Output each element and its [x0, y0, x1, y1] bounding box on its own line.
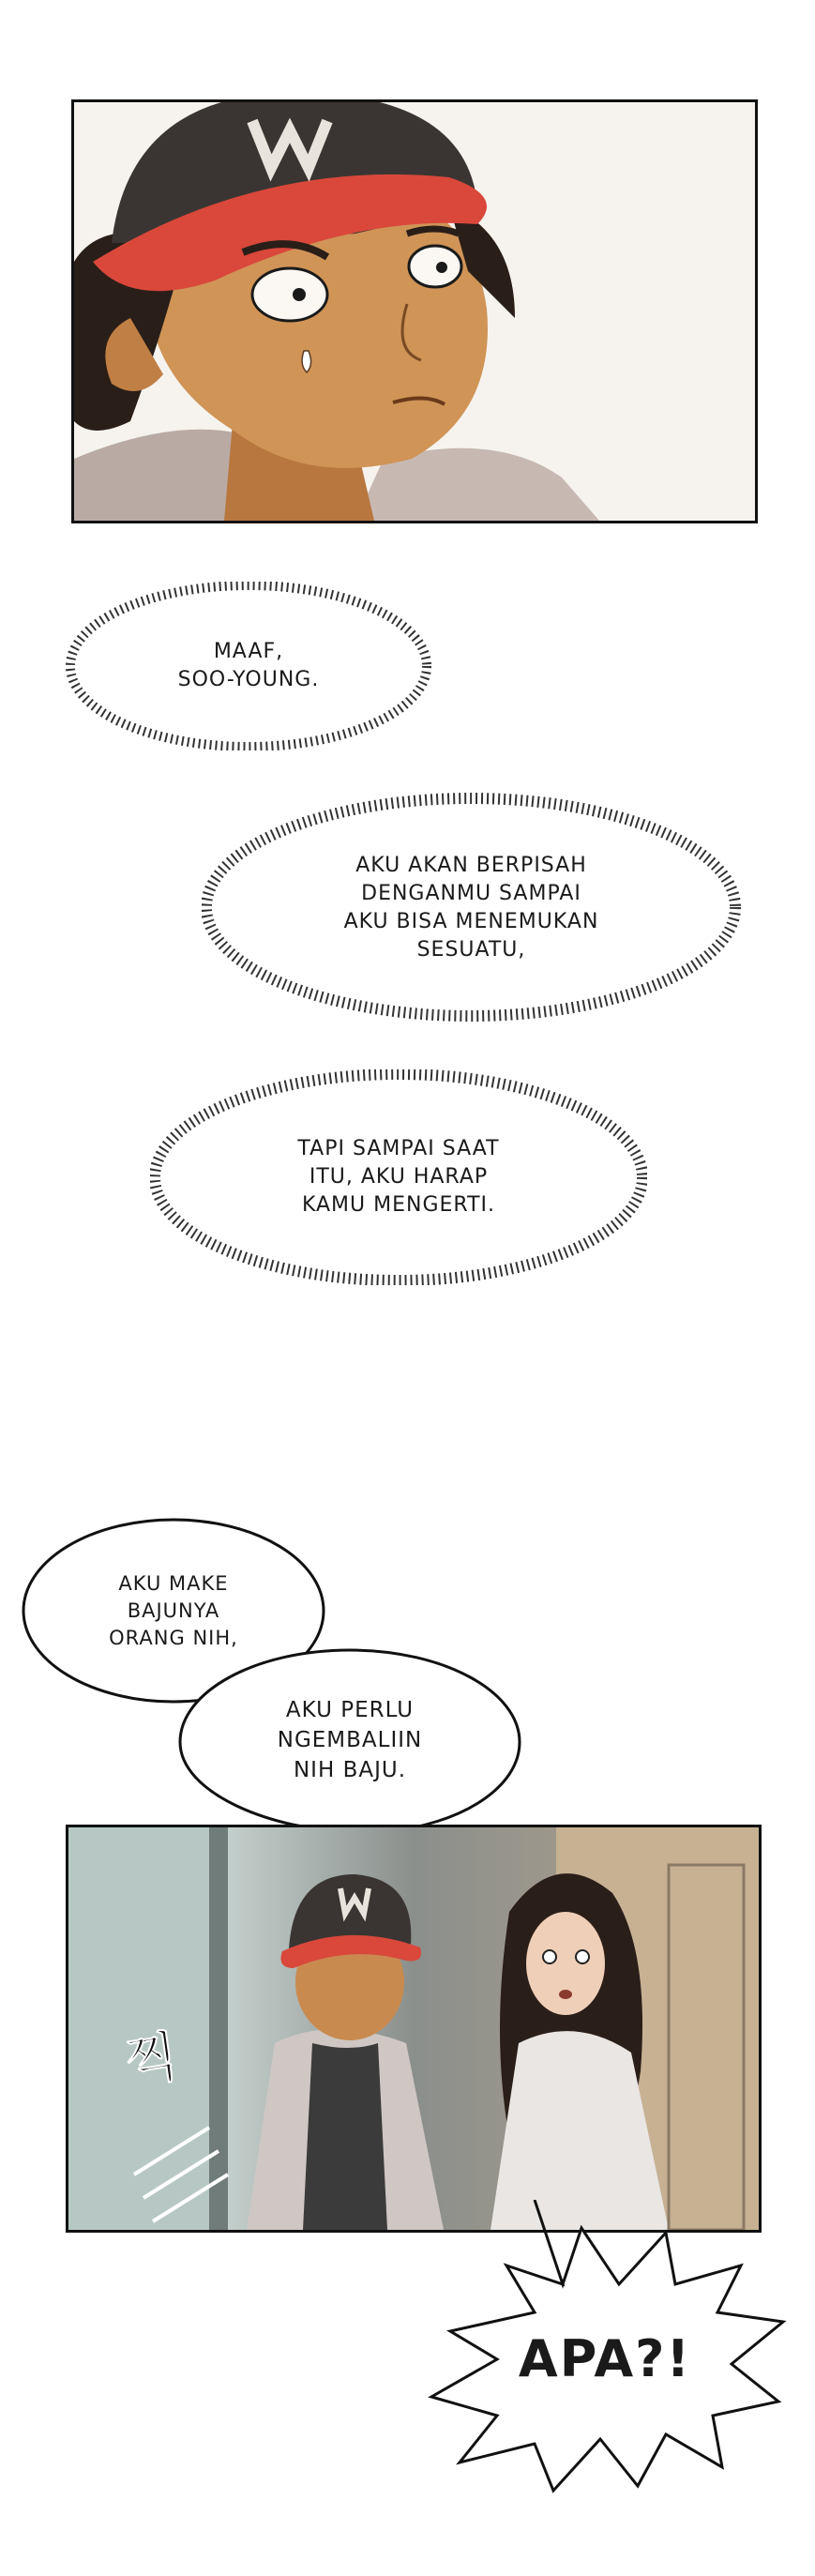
- thought-2-line-2: DENGANMU SAMPAI: [361, 881, 581, 905]
- thought-3-line-3: KAMU MENGERTI.: [301, 1193, 496, 1217]
- sound-effect-text: 찍: [121, 2023, 183, 2095]
- thought-bubble-2: [202, 793, 741, 1023]
- thought-2-line-3: AKU BISA MENEMUKAN: [343, 909, 599, 933]
- shout-text: [422, 2256, 788, 2462]
- speech-1-line-1: AKU MAKE: [118, 1572, 229, 1595]
- thought-3-line-2: ITU, AKU HARAP: [309, 1165, 489, 1189]
- speech-2-line-2: NGEMBALIIN: [277, 1728, 423, 1752]
- shout-line: APA?!: [518, 2329, 692, 2388]
- thought-1-text: [66, 582, 431, 750]
- shout-bubble: [422, 2200, 788, 2500]
- thought-3-text: [150, 1069, 647, 1285]
- thought-2-line-4: SESUATU,: [416, 937, 526, 962]
- speech-1-line-3: ORANG NIH,: [109, 1627, 238, 1649]
- speech-2-text: [176, 1646, 523, 1834]
- speech-2-line-1: AKU PERLU: [285, 1698, 415, 1722]
- panel-1-artwork: [74, 102, 755, 521]
- speech-1-line-2: BAJUNYA: [127, 1599, 220, 1622]
- thought-3-line-1: TAPI SAMPAI SAAT: [297, 1137, 500, 1160]
- speech-2-line-3: NIH BAJU.: [293, 1758, 407, 1782]
- thought-bubble-3: [150, 1069, 647, 1285]
- thought-1-line-2: SOO-YOUNG.: [177, 668, 320, 691]
- thought-bubble-1: [66, 582, 431, 750]
- thought-1-line-1: MAAF,: [213, 640, 284, 663]
- thought-2-line-1: AKU AKAN BERPISAH: [355, 853, 587, 877]
- thought-2-text: [202, 793, 741, 1023]
- comic-panel-2: [66, 1825, 762, 2233]
- comic-panel-1: [71, 99, 758, 523]
